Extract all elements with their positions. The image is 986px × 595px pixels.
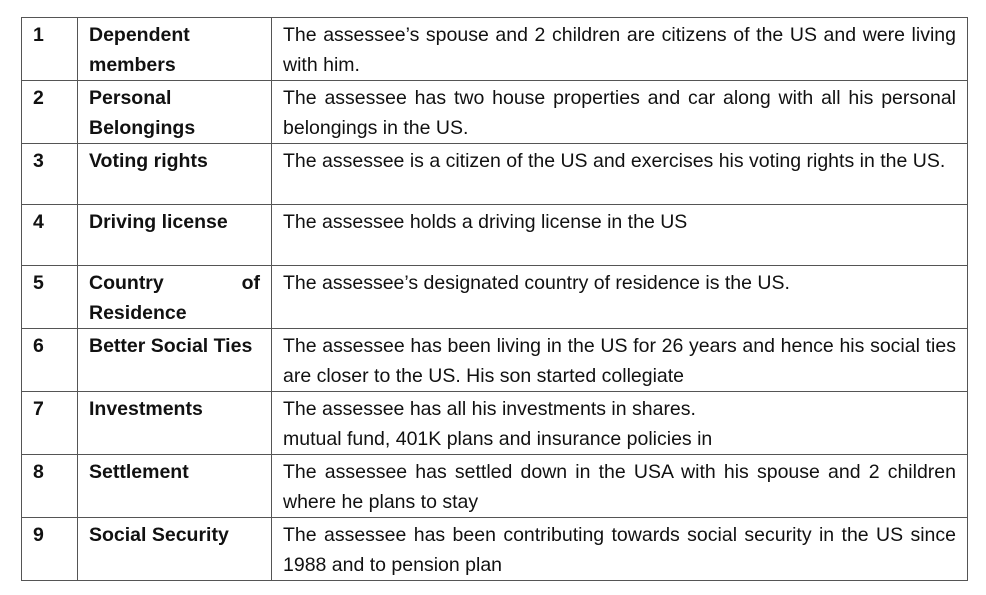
description-line: The assessee has all his investments in shares. [283,398,696,420]
description-line: The assessee has two house properties and car along with all his personal belongings in the US. [283,87,956,139]
factor-name: Social Security [78,518,272,581]
description-line: The assessee’s spouse and 2 children are citizens of the US and were living with him. [283,24,956,76]
factor-description [272,392,968,455]
row-number: 6 [22,329,78,392]
row-number: 2 [22,81,78,144]
description-line: The assessee is a citizen of the US and exercises his voting rights in the US. [283,150,946,172]
description-line: The assessee has been contributing towards social security in the US since 1988 and to pension plan [283,524,956,576]
description-line: The assessee has been living in the US for 26 years and hence his social ties are closer to the US. His son started collegiate [283,335,956,387]
factor-name: Country of Residence [78,266,272,329]
table-row [22,518,968,581]
factor-name: Personal Belongings [78,81,272,144]
row-number: 1 [22,18,78,81]
description-line: mutual fund, 401K plans and insurance policies in [283,428,713,450]
table-row [22,266,968,329]
factor-description [272,266,968,329]
table-row [22,144,968,205]
factor-description [272,81,968,144]
table-row [22,392,968,455]
factor-description [272,205,968,266]
factor-name: Settlement [78,455,272,518]
table-row [22,81,968,144]
factor-name: Better Social Ties [78,329,272,392]
table-row [22,455,968,518]
table-row [22,205,968,266]
description-line: The assessee’s designated country of residence is the US. [283,272,790,294]
row-number: 9 [22,518,78,581]
factor-name: Investments [78,392,272,455]
factor-description [272,144,968,205]
residence-factors-table [21,17,968,581]
row-number: 7 [22,392,78,455]
table-row [22,329,968,392]
factor-description [272,455,968,518]
row-number: 5 [22,266,78,329]
factor-description [272,329,968,392]
factor-name: Voting rights [78,144,272,205]
table-row [22,18,968,81]
description-line: The assessee holds a driving license in the US [283,211,688,233]
description-line: The assessee has settled down in the USA with his spouse and 2 children where he plans to stay [283,461,956,513]
factor-name: Dependent members [78,18,272,81]
row-number: 4 [22,205,78,266]
factor-name: Driving license [78,205,272,266]
factor-description [272,18,968,81]
factor-description [272,518,968,581]
row-number: 3 [22,144,78,205]
row-number: 8 [22,455,78,518]
